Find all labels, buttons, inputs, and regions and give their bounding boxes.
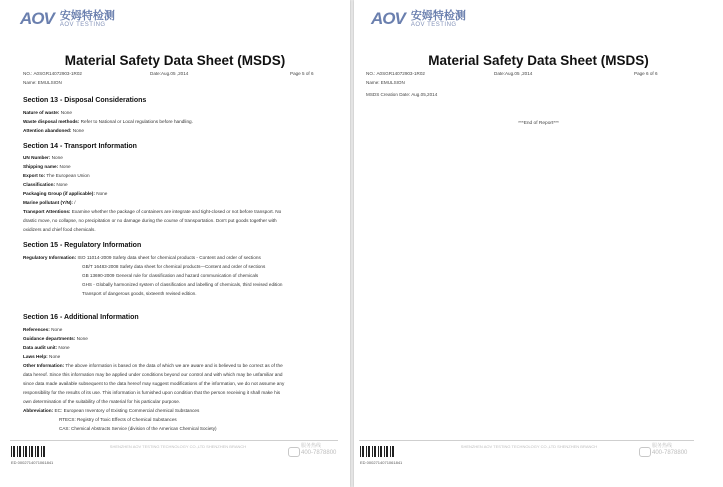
sec15-item: GB/T 16483-2008 Safety data sheet for chemical products—Content and order of sections [82, 264, 266, 269]
brand-logo [371, 9, 466, 29]
sec16-line: References: None [23, 327, 63, 332]
report-date: Date:Aug.05 ,2014 [150, 71, 189, 76]
sec14-line: Classification: None [23, 182, 68, 187]
sec14-line: Export to: The European Union [23, 173, 90, 178]
document-page-5 [0, 0, 350, 487]
footer-company: SHENZHEN AOV TESTING TECHNOLOGY CO.,LTD SHENZHEN BRANCH [109, 444, 247, 449]
phone-icon [639, 447, 651, 457]
sec16-continuation: since data made available subsequent to the data hereof may suggest modifications of the information, we do not assume any [23, 381, 285, 386]
sec16-line: Data audit unit: None [23, 345, 70, 350]
service-hotline: 服务热线 400-7878800 [652, 443, 688, 456]
sec14-continuation: drastic move, no collapse, no precipitation or no damage during the course of transportation. Don't put goods together with [23, 218, 277, 223]
barcode-number: ED 0002714071061841 [360, 460, 403, 465]
sec15-item: Transport of dangerous goods, sixteenth revised edition. [82, 291, 197, 296]
logo-english-name: AOV TESTING [410, 21, 457, 28]
logo-chinese-name: 安姆特检测 [410, 9, 466, 22]
report-number: NO.: A0SGR14072903-1R02 [366, 71, 425, 76]
end-of-report: ***End of Report*** [518, 121, 559, 126]
sec14-line: Shipping name: None [23, 164, 71, 169]
document-title: Material Safety Data Sheet (MSDS) [428, 53, 649, 68]
sec15-item: GHS - Globally harmonized system of classification and labelling of chemicals, third revised edition [82, 282, 283, 287]
sec13-line: Nature of waste: None [23, 110, 72, 115]
page-number: Page 6 of 6 [634, 71, 658, 76]
footer-company: SHENZHEN AOV TESTING TECHNOLOGY CO.,LTD SHENZHEN BRANCH [460, 444, 598, 449]
section-13-title: Section 13 - Disposal Considerations [23, 97, 147, 104]
logo-mark: AOV [371, 9, 405, 28]
service-hotline: 服务热线 400-7878800 [301, 443, 337, 456]
section-16-title: Section 16 - Additional Information [23, 314, 139, 321]
abbreviation-line: Abbreviation: EC: European Inventory of Existing Commercial chemical Substances [23, 408, 200, 413]
barcode-number: ED 0002714071061841 [11, 460, 54, 465]
sec14-line: Packaging Group (if applicable): None [23, 191, 108, 196]
abbreviation-item: CAS: Chemical Abstracts Service (division of the American Chemical Society) [59, 426, 217, 431]
msds-creation-date: MSDS Creation Date: Aug.05,2014 [366, 92, 438, 97]
product-name: Name: EMULSION [366, 80, 405, 85]
phone-icon [288, 447, 300, 457]
sec16-continuation: own determination of the suitability of the material for his particular purpose. [23, 399, 181, 404]
sec14-line: UN Number: None [23, 155, 63, 160]
sec16-line: Guidance departments: None [23, 336, 88, 341]
section-14-title: Section 14 - Transport Information [23, 143, 137, 150]
product-name: Name: EMULSION [23, 80, 62, 85]
report-date: Date:Aug.05 ,2014 [494, 71, 533, 76]
section-15-title: Section 15 - Regulatory Information [23, 242, 142, 249]
sec15-line: Regulatory Information: ISO 11014-2009 Safety data sheet for chemical products - Content and order of sections [23, 255, 261, 260]
sec14-line: Marine pollutant (Y/N): / [23, 200, 76, 205]
document-page-6 [354, 0, 723, 487]
report-number: NO.: A0SGR14072903-1R02 [23, 71, 82, 76]
sec14-continuation: oxidizers and chief food chemicals. [23, 227, 96, 232]
logo-mark: AOV [20, 9, 54, 28]
sec13-line: Attention abandoned: None [23, 128, 84, 133]
document-title: Material Safety Data Sheet (MSDS) [64, 53, 286, 68]
barcode [360, 446, 396, 457]
sec14-line: Transport Attentions: Examine whether the package of containers are integrate and tight-closed or not before transport. No [23, 209, 282, 214]
page-number: Page 5 of 6 [290, 71, 314, 76]
sec16-continuation: responsibility for the results of its use. This information is furnished upon condition that the person receiving it shall make his [23, 390, 281, 395]
sec16-line: Laws Help: None [23, 354, 61, 359]
logo-chinese-name: 安姆特检测 [59, 9, 115, 22]
abbreviation-item: RTECS: Registry of Toxic Effects of Chemical Substances [59, 417, 177, 422]
sec16-line: Other Information: The above information is based on the data of which we are aware and is believed to be correct as of the [23, 363, 283, 368]
brand-logo [20, 9, 115, 29]
sec15-item: GB 13690-2009 General rule for classification and hazard communication of chemicals [82, 273, 259, 278]
logo-english-name: AOV TESTING [59, 21, 106, 28]
barcode [11, 446, 47, 457]
footer-divider [359, 440, 694, 441]
sec16-continuation: data hereof. Since this information may be applied under conditions beyond our control and with which may be unfamiliar and [23, 372, 283, 377]
footer-divider [10, 440, 338, 441]
sec13-line: Waste disposal methods: Refer to National or Local regulations before handling. [23, 119, 193, 124]
